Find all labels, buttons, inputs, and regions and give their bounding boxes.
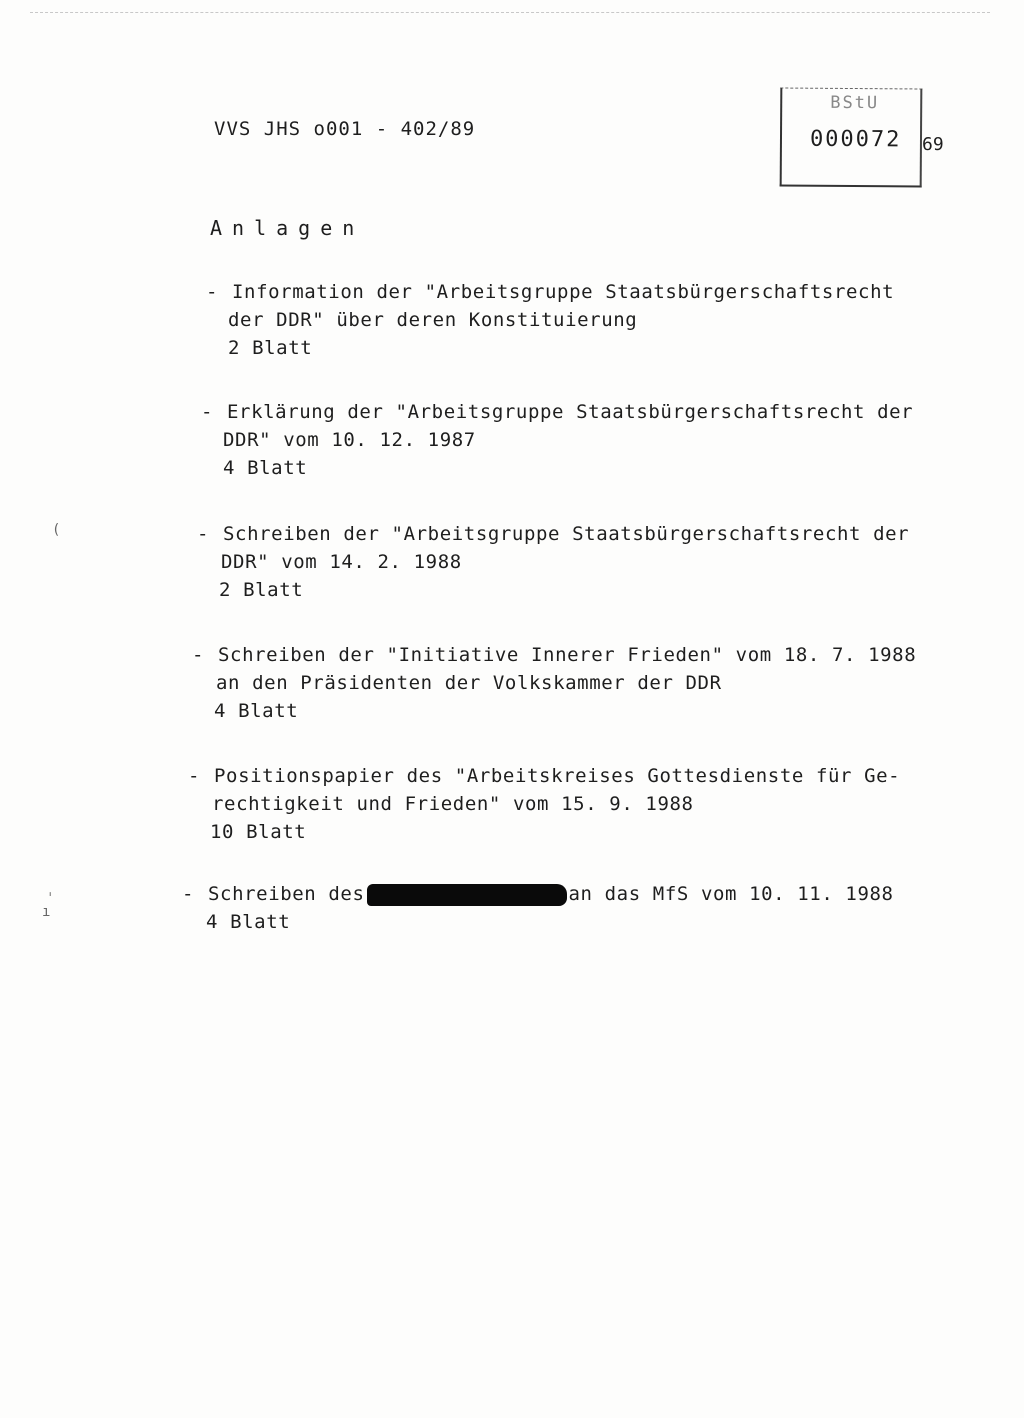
scan-speck: ˌ: [46, 882, 55, 898]
item-text-after: an das MfS vom 10. 11. 1988: [568, 883, 894, 905]
item-line: an den Präsidenten der Volkskammer der DDR: [216, 672, 722, 694]
item-line: [208, 880, 894, 908]
item-blatt: 4 Blatt: [214, 700, 299, 722]
item-line: rechtigkeit und Frieden" vom 15. 9. 1988: [212, 793, 694, 815]
list-item: [206, 278, 895, 362]
section-title: Anlagen: [210, 216, 365, 240]
list-item: [188, 762, 901, 846]
list-dash: -: [192, 644, 205, 666]
scan-speck: ı: [42, 904, 51, 920]
list-dash: -: [206, 281, 219, 303]
list-dash: -: [201, 401, 214, 423]
list-item: [201, 398, 914, 482]
item-blatt: 4 Blatt: [223, 457, 308, 479]
item-line: DDR" vom 10. 12. 1987: [223, 429, 476, 451]
page-number: 69: [922, 134, 944, 155]
list-dash: -: [182, 883, 195, 905]
archive-stamp: [780, 88, 923, 188]
item-line: Schreiben der "Arbeitsgruppe Staatsbürgerschaftsrecht der: [223, 523, 910, 545]
scan-speck: (: [52, 522, 61, 538]
item-line: der DDR" über deren Konstituierung: [228, 309, 638, 331]
item-blatt: 2 Blatt: [228, 337, 313, 359]
list-dash: -: [197, 523, 210, 545]
list-item: [197, 520, 910, 604]
item-line: Schreiben der "Initiative Innerer Frieden" vom 18. 7. 1988: [218, 644, 917, 666]
document-reference: VVS JHS o001 - 402/89: [214, 118, 476, 140]
list-item: [192, 641, 917, 725]
item-text-before: Schreiben des: [208, 883, 365, 905]
stamp-number: 000072: [809, 126, 902, 153]
item-line: Positionspapier des "Arbeitskreises Gottesdienste für Ge-: [214, 765, 901, 787]
list-dash: -: [188, 765, 201, 787]
redaction-mark: [367, 884, 567, 906]
item-blatt: 4 Blatt: [206, 911, 291, 933]
stamp-label: BStU: [830, 92, 880, 114]
item-line: Information der "Arbeitsgruppe Staatsbürgerschaftsrecht: [232, 281, 895, 303]
item-line: DDR" vom 14. 2. 1988: [221, 551, 462, 573]
item-blatt: 10 Blatt: [210, 821, 307, 843]
item-line: Erklärung der "Arbeitsgruppe Staatsbürgerschaftsrecht der: [227, 401, 914, 423]
list-item: [182, 880, 894, 936]
scan-edge-line: [30, 12, 990, 13]
item-blatt: 2 Blatt: [219, 579, 304, 601]
